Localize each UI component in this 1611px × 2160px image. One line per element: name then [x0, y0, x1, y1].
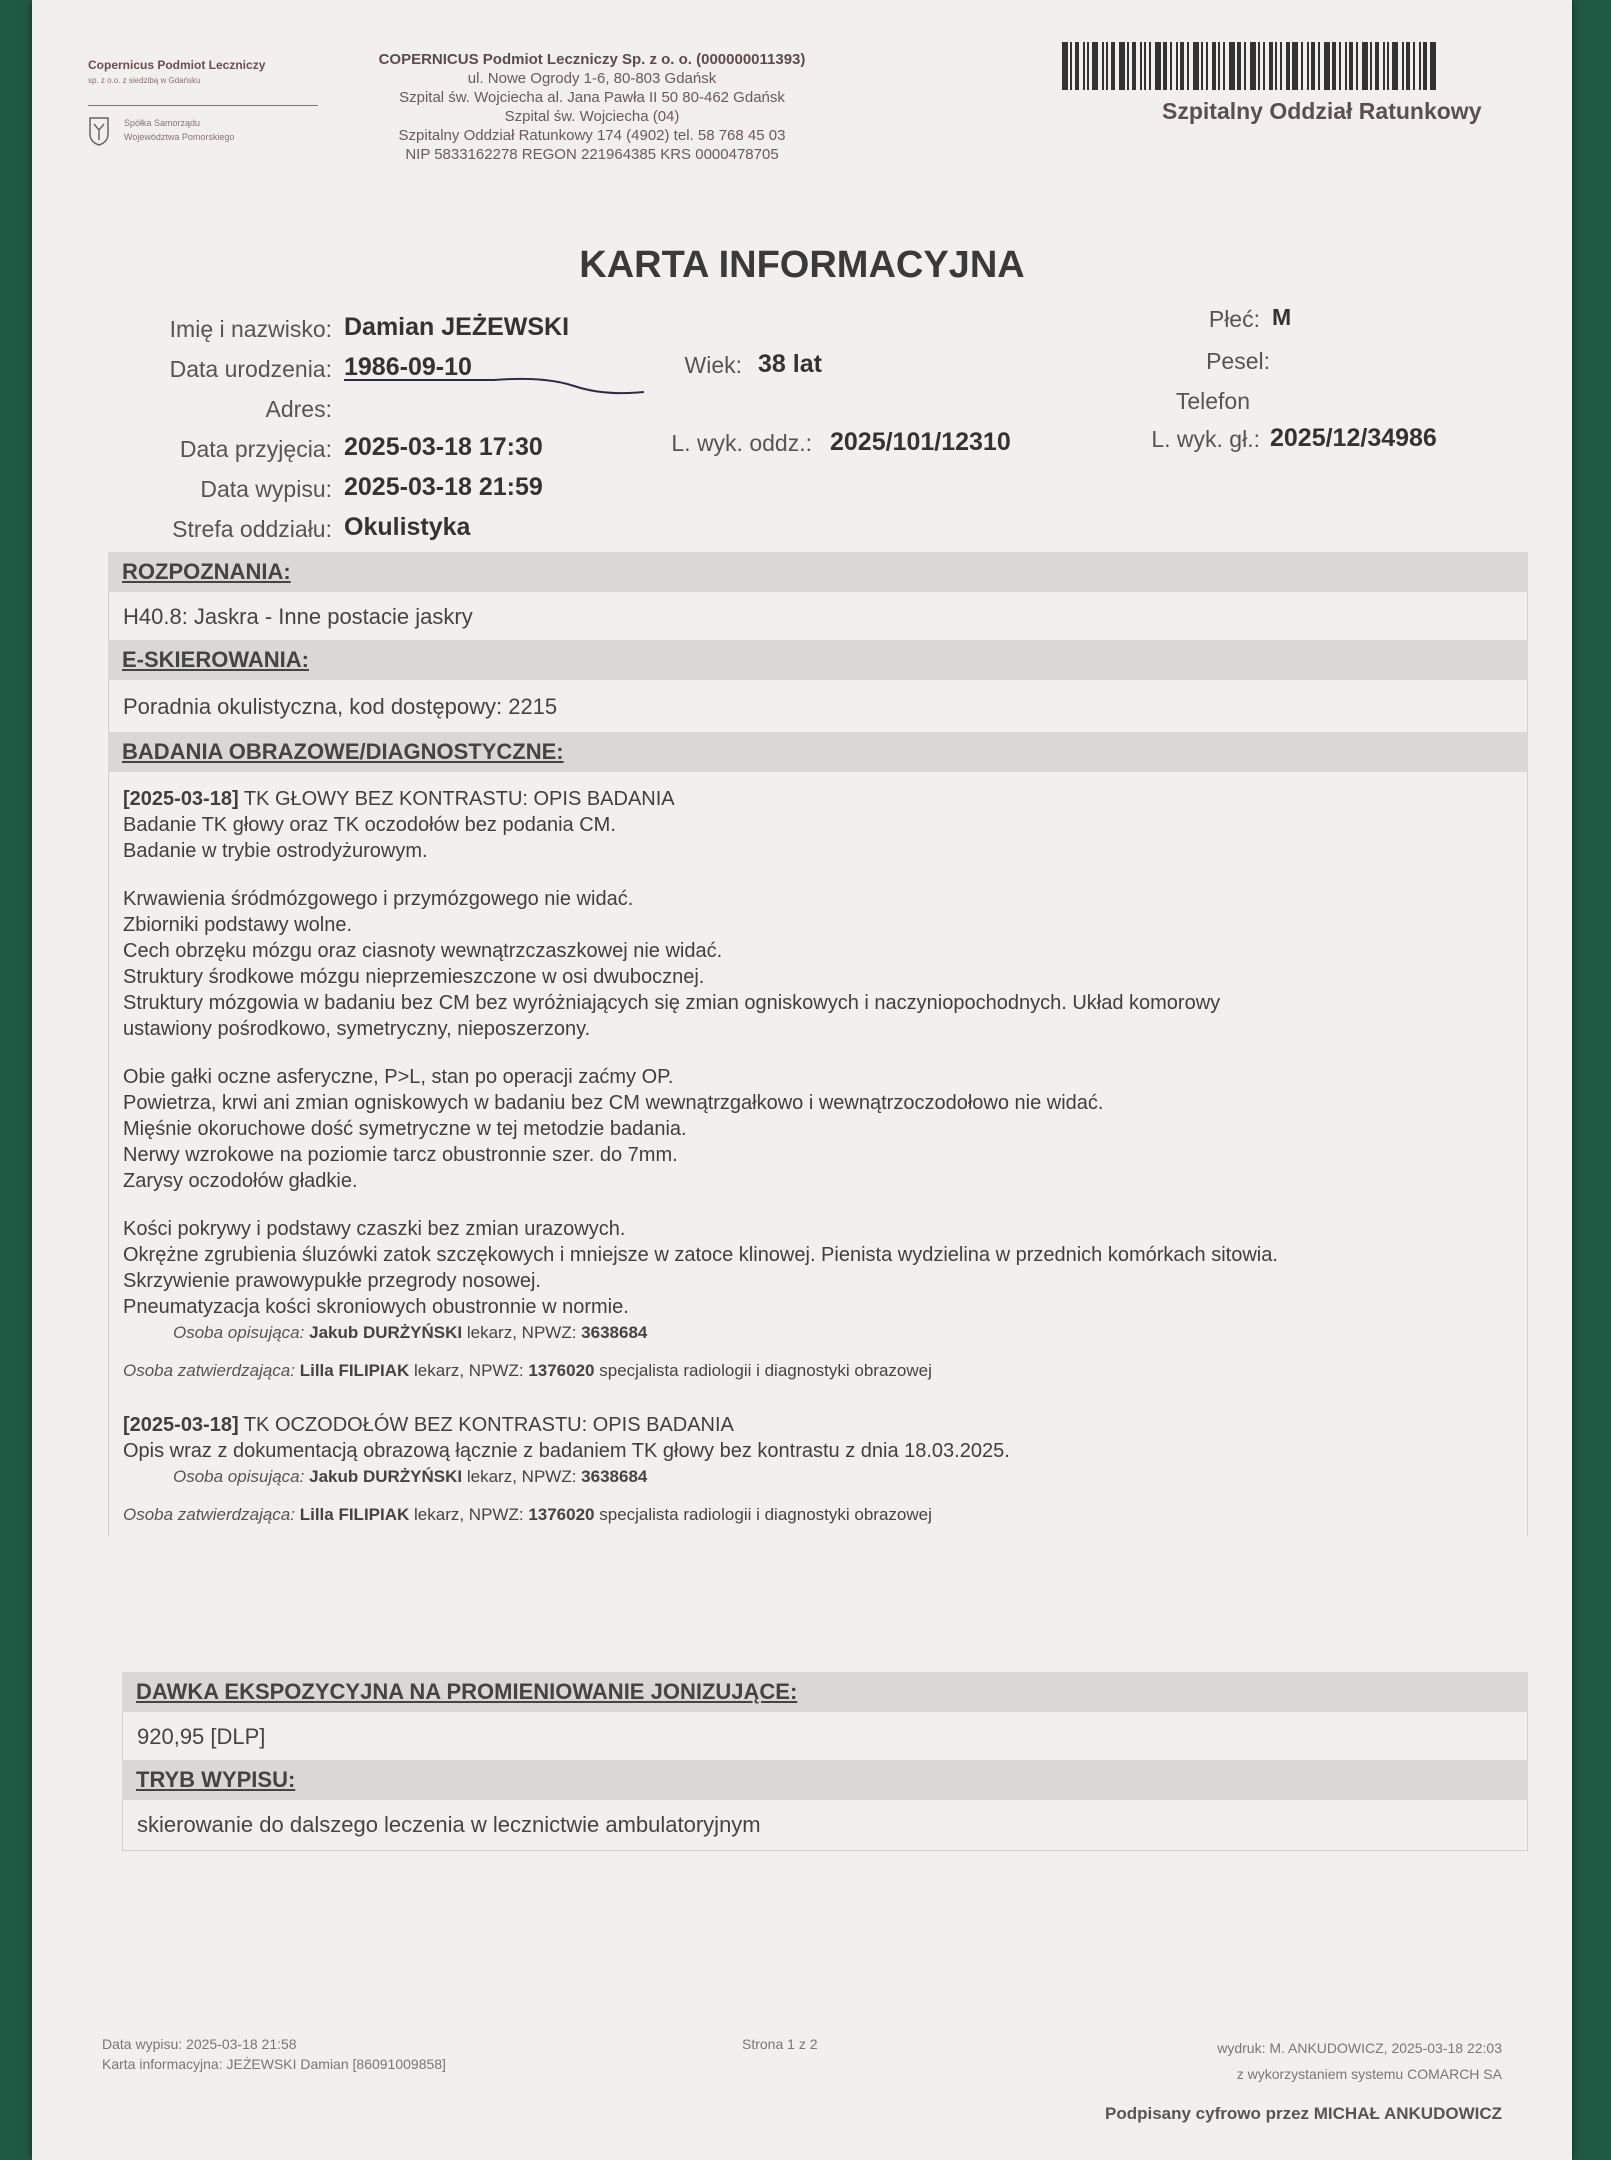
report-line: Powietrza, krwi ani zmian ogniskowych w badaniu bez CM wewnątrzgałkowo i wewnątrzoczodołowo nie widać. — [123, 1092, 1104, 1114]
hospital-code: Szpital św. Wojciecha (04) — [504, 108, 680, 125]
barcode-bar — [1423, 42, 1427, 90]
digital-signature: Podpisany cyfrowo przez MICHAŁ ANKUDOWICZ — [1105, 2104, 1502, 2123]
report1-title: TK GŁOWY BEZ KONTRASTU: OPIS BADANIA — [243, 788, 675, 810]
ids-line: NIP 5833162278 REGON 221964385 KRS 0000478705 — [405, 146, 779, 163]
phone-label: Telefon — [1175, 388, 1250, 414]
barcode-bar — [1430, 42, 1436, 90]
report-line: Nerwy wzrokowe na poziomie tarcz obustronnie szer. do 7mm. — [123, 1144, 678, 1166]
barcode-bar — [1356, 42, 1358, 90]
discharge-date: 2025-03-18 21:59 — [344, 473, 543, 501]
report-line: Kości pokrywy i podstawy czaszki bez zmian urazowych. — [123, 1218, 626, 1240]
barcode-bar — [1176, 42, 1178, 90]
barcode-bar — [1383, 42, 1385, 90]
patient-age: 38 lat — [758, 350, 822, 378]
page-title: KARTA INFORMACYJNA — [579, 244, 1025, 286]
patient-name: Damian JEŻEWSKI — [344, 313, 570, 341]
org-line: COPERNICUS Podmiot Leczniczy Sp. z o. o. (000000011393) — [378, 51, 806, 68]
logo-divider — [88, 105, 318, 106]
barcode-bar — [1387, 42, 1389, 90]
barcode-bar — [1269, 42, 1273, 90]
crest-icon — [88, 116, 110, 146]
zone-value: Okulistyka — [344, 513, 471, 541]
barcode-bar — [1280, 42, 1282, 90]
barcode-bar — [1075, 42, 1079, 90]
barcode-bar — [1149, 42, 1151, 90]
report-line: Struktury mózgowia w badaniu bez CM bez wyróżniających się zmian ogniskowych i naczyniopochodnych. Układ komorowy — [123, 992, 1221, 1014]
report-line: Skrzywienie prawowypukłe przegrody nosowej. — [123, 1270, 541, 1292]
barcode-bar — [1163, 42, 1167, 90]
discharge-mode-text: skierowanie do dalszego leczenia w lecznictwie ambulatoryjnym — [122, 1800, 1528, 1851]
barcode-bar — [1106, 42, 1108, 90]
report-line: Cech obrzęku mózgu oraz ciasnoty wewnątrzczaszkowej nie widać. — [123, 940, 723, 962]
barcode-bar — [1087, 42, 1089, 90]
barcode-bar — [1237, 42, 1241, 90]
page-number: Strona 1 z 2 — [742, 2036, 818, 2052]
report-line: Mięśnie okoruchowe dość symetryczne w tej metodzie badania. — [123, 1118, 687, 1140]
dose-text: 920,95 [DLP] — [122, 1712, 1528, 1760]
barcode-bar — [1111, 42, 1115, 90]
report-line: Badanie w trybie ostrodyżurowym. — [123, 840, 428, 862]
admission-date: 2025-03-18 17:30 — [344, 433, 543, 461]
discharge-label: Data wypisu: — [200, 476, 332, 502]
main-no-label: L. wyk. gł.: — [1151, 426, 1260, 452]
dob-label: Data urodzenia: — [169, 356, 332, 382]
barcode-bar — [1406, 42, 1410, 90]
main-no: 2025/12/34986 — [1270, 424, 1437, 452]
barcode-bar — [1187, 42, 1189, 90]
report2-describer: Osoba opisująca: Jakub DURŻYŃSKI lekarz, NPWZ: 3638684 — [173, 1467, 648, 1486]
report-line: Obie gałki oczne asferyczne, P>L, stan po operacji zaćmy OP. — [123, 1066, 674, 1088]
dose-section — [122, 1672, 1528, 1851]
imaging-report-head — [108, 772, 1528, 1536]
age-label: Wiek: — [684, 352, 742, 378]
barcode-bar — [1083, 42, 1085, 90]
patient-dob: 1986-09-10 — [344, 353, 472, 381]
barcode-bar — [1332, 42, 1336, 90]
barcode-bar — [1292, 42, 1298, 90]
barcode-bar — [1339, 42, 1341, 90]
report1-bones — [123, 1216, 1513, 1320]
logo-gov-line-1: Spółka Samorządu — [124, 118, 201, 128]
barcode-bar — [1286, 42, 1290, 90]
diagnosis-text: H40.8: Jaskra - Inne postacie jaskry — [108, 592, 1528, 640]
report-line: Badanie TK głowy oraz TK oczodołów bez podania CM. — [123, 814, 616, 836]
barcode-bar — [1070, 42, 1072, 90]
referrals-heading: E-SKIEROWANIA: — [108, 640, 1528, 680]
report1-approver: Osoba zatwierdzająca: Lilla FILIPIAK lekarz, NPWZ: 1376020 specjalista radiologii i diagnostyki obrazowej — [123, 1361, 932, 1380]
barcode-bar — [1092, 42, 1098, 90]
handwritten-scribble — [344, 372, 644, 402]
barcode-bar — [1206, 42, 1208, 90]
institution-header — [327, 50, 857, 164]
barcode-bar — [1301, 42, 1303, 90]
pesel-label: Pesel: — [1206, 348, 1270, 374]
barcode-bar — [1311, 42, 1315, 90]
barcode-bar — [1375, 42, 1379, 90]
barcode-bar — [1102, 42, 1104, 90]
barcode-bar — [1413, 42, 1415, 90]
barcode-bar — [1218, 42, 1220, 90]
barcode-bar — [1250, 42, 1256, 90]
report2-text: Opis wraz z dokumentacją obrazową łącznie z badaniem TK głowy bez kontrastu z dnia 18.03.2025. — [123, 1440, 1010, 1462]
barcode-bar — [1349, 42, 1353, 90]
report2-approver: Osoba zatwierdzająca: Lilla FILIPIAK lekarz, NPWZ: 1376020 specjalista radiologii i diagnostyki obrazowej — [123, 1505, 932, 1524]
report-line: Pneumatyzacja kości skroniowych obustronnie w normie. — [123, 1296, 629, 1318]
ward-no-label: L. wyk. oddz.: — [671, 430, 812, 456]
dose-heading: DAWKA EKSPOZYCYJNA NA PROMIENIOWANIE JONIZUJĄCE: — [122, 1672, 1528, 1712]
report1-describer: Osoba opisująca: Jakub DURŻYŃSKI lekarz, NPWZ: 3638684 — [173, 1323, 648, 1342]
barcode-bar — [1318, 42, 1320, 90]
barcode-bar — [1345, 42, 1347, 90]
report-line: Zbiorniki podstawy wolne. — [123, 914, 352, 936]
name-label: Imię i nazwisko: — [169, 316, 332, 342]
barcode-bar — [1370, 42, 1372, 90]
barcode-bar — [1307, 42, 1309, 90]
barcode-bar — [1170, 42, 1172, 90]
report1-orbits — [123, 1064, 1513, 1194]
discharge-mode-heading: TRYB WYPISU: — [122, 1760, 1528, 1800]
referral-text: Poradnia okulistyczna, kod dostępowy: 2215 — [108, 680, 1528, 732]
barcode-bar — [1244, 42, 1246, 90]
report-line: Krwawienia śródmózgowego i przymózgowego nie widać. — [123, 888, 634, 910]
ward-title: Szpitalny Oddział Ratunkowy — [1162, 98, 1482, 124]
address-line: ul. Nowe Ogrody 1-6, 80-803 Gdańsk — [467, 70, 717, 87]
barcode-bar — [1132, 42, 1136, 90]
barcode-bar — [1201, 42, 1203, 90]
diagnoses-section — [108, 552, 1528, 1536]
barcode-bar — [1419, 42, 1421, 90]
report-line: Zarysy oczodołów gładkie. — [123, 1170, 358, 1192]
sex-label: Płeć: — [1208, 306, 1260, 332]
logo-gov-line-2: Województwa Pomorskiego — [124, 132, 235, 142]
address-label: Adres: — [265, 396, 332, 422]
barcode-bar — [1119, 42, 1125, 90]
barcode-bar — [1193, 42, 1199, 90]
barcode-bar — [1324, 42, 1330, 90]
barcode-bar — [1392, 42, 1398, 90]
admission-label: Data przyjęcia: — [179, 436, 332, 462]
barcode-bar — [1180, 42, 1184, 90]
hospital-line: Szpital św. Wojciecha al. Jana Pawła II 50 80-462 Gdańsk — [399, 89, 785, 106]
zone-label: Strefa oddziału: — [172, 516, 332, 542]
barcode-bar — [1155, 42, 1161, 90]
footer-system: z wykorzystaniem systemu COMARCH SA — [1236, 2066, 1502, 2082]
logo-sub: sp. z o.o. z siedzibą w Gdańsku — [88, 76, 201, 85]
barcode-bar — [1144, 42, 1146, 90]
barcode-bar — [1127, 42, 1129, 90]
footer-card-id: Karta informacyjna: JEŻEWSKI Damian [86091009858] — [102, 2056, 446, 2072]
barcode-bar — [1263, 42, 1265, 90]
report1-date: [2025-03-18] — [123, 788, 239, 810]
report-line: Struktury środkowe mózgu nieprzemieszczone w osi dwubocznej. — [123, 966, 705, 988]
report2-title: TK OCZODOŁÓW BEZ KONTRASTU: OPIS BADANIA — [243, 1414, 734, 1436]
report1-brain — [123, 886, 1513, 1042]
barcode-bar — [1402, 42, 1404, 90]
ward-line: Szpitalny Oddział Ratunkowy 174 (4902) tel. 58 768 45 03 — [398, 127, 786, 144]
report-line: Okrężne zgrubienia śluzówki zatok szczękowych i mniejsze w zatoce klinowej. Pienista wydzielina w przednich komórkach sitowia. — [123, 1244, 1278, 1266]
barcode-bar — [1062, 42, 1068, 90]
footer-printout: wydruk: M. ANKUDOWICZ, 2025-03-18 22:03 — [1217, 2040, 1502, 2056]
footer-discharge-date: Data wypisu: 2025-03-18 21:58 — [102, 2036, 297, 2052]
patient-sex: M — [1272, 304, 1292, 330]
logo-block — [88, 58, 358, 146]
document-page — [32, 0, 1572, 2160]
barcode-bar — [1275, 42, 1277, 90]
barcode-bar — [1223, 42, 1225, 90]
report1-intro — [123, 812, 1513, 864]
imaging-heading: BADANIA OBRAZOWE/DIAGNOSTYCZNE: — [108, 732, 1528, 772]
barcode-bar — [1258, 42, 1260, 90]
barcode — [1062, 42, 1492, 90]
barcode-bar — [1229, 42, 1235, 90]
logo-org: Copernicus Podmiot Leczniczy — [88, 58, 266, 72]
ward-no: 2025/101/12310 — [830, 428, 1011, 456]
barcode-bar — [1212, 42, 1216, 90]
barcode-bar — [1362, 42, 1368, 90]
report2-date: [2025-03-18] — [123, 1414, 239, 1436]
diagnoses-heading: ROZPOZNANIA: — [108, 552, 1528, 592]
barcode-bar — [1140, 42, 1142, 90]
report-line: ustawiony pośrodkowo, symetryczny, nieposzerzony. — [123, 1018, 591, 1040]
